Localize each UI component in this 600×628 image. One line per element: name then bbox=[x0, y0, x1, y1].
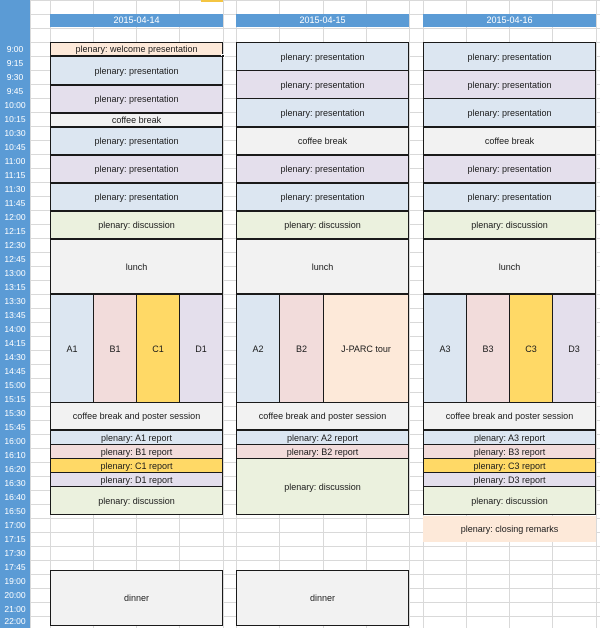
gridline bbox=[409, 0, 410, 628]
session-dinner[interactable]: dinner bbox=[50, 570, 223, 626]
session-coffee-break[interactable]: coffee break bbox=[236, 127, 409, 155]
time-label: 13:30 bbox=[4, 296, 26, 306]
session-lunch[interactable]: lunch bbox=[423, 239, 596, 294]
session-discussion[interactable]: plenary: discussion bbox=[423, 486, 596, 515]
time-label: 15:45 bbox=[4, 422, 26, 432]
session-report-c[interactable]: plenary: C1 report bbox=[50, 458, 223, 473]
session-parallel-a[interactable]: A2 bbox=[236, 294, 280, 403]
time-label: 11:30 bbox=[4, 184, 26, 194]
time-label: 15:30 bbox=[4, 408, 26, 418]
session-presentation[interactable]: plenary: presentation bbox=[236, 42, 409, 71]
time-label: 14:30 bbox=[4, 352, 26, 362]
time-label: 12:45 bbox=[4, 254, 26, 264]
time-label: 13:00 bbox=[4, 268, 26, 278]
session-presentation[interactable]: plenary: presentation bbox=[50, 127, 223, 155]
time-label: 9:45 bbox=[6, 86, 24, 96]
time-label: 15:15 bbox=[4, 394, 26, 404]
time-label: 20:00 bbox=[4, 590, 26, 600]
time-label: 10:30 bbox=[4, 128, 26, 138]
session-tour[interactable]: J-PARC tour bbox=[323, 294, 409, 403]
session-presentation[interactable]: plenary: presentation bbox=[236, 183, 409, 211]
time-label: 13:45 bbox=[4, 310, 26, 320]
time-label: 12:15 bbox=[4, 226, 26, 236]
day-header-2: 2015-04-15 bbox=[236, 14, 409, 27]
time-label: 17:45 bbox=[4, 562, 26, 572]
session-parallel-c[interactable]: C3 bbox=[509, 294, 553, 403]
gridline bbox=[0, 0, 600, 1]
time-label: 13:15 bbox=[4, 282, 26, 292]
time-label: 10:00 bbox=[4, 100, 26, 110]
time-label: 16:30 bbox=[4, 478, 26, 488]
time-label: 10:45 bbox=[4, 142, 26, 152]
gridline bbox=[596, 0, 597, 628]
time-column bbox=[0, 0, 30, 628]
time-label: 12:00 bbox=[4, 212, 26, 222]
session-presentation[interactable]: plenary: presentation bbox=[50, 85, 223, 113]
session-presentation[interactable]: plenary: presentation bbox=[423, 98, 596, 127]
time-label: 19:00 bbox=[4, 576, 26, 586]
session-discussion[interactable]: plenary: discussion bbox=[50, 211, 223, 239]
time-label: 9:00 bbox=[6, 44, 24, 54]
session-lunch[interactable]: lunch bbox=[236, 239, 409, 294]
column-selection-marker bbox=[201, 0, 223, 2]
time-label: 10:15 bbox=[4, 114, 26, 124]
session-parallel-d[interactable]: D1 bbox=[179, 294, 223, 403]
time-label: 11:00 bbox=[4, 156, 26, 166]
session-presentation[interactable]: plenary: presentation bbox=[50, 155, 223, 183]
time-label: 15:00 bbox=[4, 380, 26, 390]
session-poster[interactable]: coffee break and poster session bbox=[236, 402, 409, 430]
session-report-a[interactable]: plenary: A1 report bbox=[50, 430, 223, 445]
time-label: 16:10 bbox=[4, 450, 26, 460]
session-report-d[interactable]: plenary: D1 report bbox=[50, 472, 223, 487]
session-dinner[interactable]: dinner bbox=[236, 570, 409, 626]
time-label: 11:45 bbox=[4, 198, 26, 208]
time-label: 17:00 bbox=[4, 520, 26, 530]
day-header-3: 2015-04-16 bbox=[423, 14, 596, 27]
time-label: 16:40 bbox=[4, 492, 26, 502]
session-report-b[interactable]: plenary: B2 report bbox=[236, 444, 409, 459]
session-parallel-b[interactable]: B2 bbox=[279, 294, 324, 403]
session-coffee-break[interactable]: coffee break bbox=[50, 113, 223, 127]
session-discussion[interactable]: plenary: discussion bbox=[236, 211, 409, 239]
time-label: 12:30 bbox=[4, 240, 26, 250]
session-presentation[interactable]: plenary: presentation bbox=[50, 56, 223, 85]
time-label: 9:30 bbox=[6, 72, 24, 82]
session-parallel-a[interactable]: A1 bbox=[50, 294, 94, 403]
time-label: 14:45 bbox=[4, 366, 26, 376]
session-parallel-a[interactable]: A3 bbox=[423, 294, 467, 403]
gridline bbox=[0, 546, 600, 547]
session-parallel-d[interactable]: D3 bbox=[552, 294, 596, 403]
gridline bbox=[30, 0, 31, 628]
session-report-a[interactable]: plenary: A2 report bbox=[236, 430, 409, 445]
time-label: 9:15 bbox=[6, 58, 24, 68]
session-welcome[interactable]: plenary: welcome presentation bbox=[50, 42, 223, 56]
gridline bbox=[0, 28, 600, 29]
session-presentation[interactable]: plenary: presentation bbox=[50, 183, 223, 211]
time-label: 14:15 bbox=[4, 338, 26, 348]
session-presentation[interactable]: plenary: presentation bbox=[236, 98, 409, 127]
time-label: 17:15 bbox=[4, 534, 26, 544]
session-discussion[interactable]: plenary: discussion bbox=[236, 458, 409, 515]
session-poster[interactable]: coffee break and poster session bbox=[50, 402, 223, 430]
time-label: 16:20 bbox=[4, 464, 26, 474]
session-poster[interactable]: coffee break and poster session bbox=[423, 402, 596, 430]
session-presentation[interactable]: plenary: presentation bbox=[423, 70, 596, 99]
session-discussion[interactable]: plenary: discussion bbox=[50, 486, 223, 515]
session-report-b[interactable]: plenary: B3 report bbox=[423, 444, 596, 459]
session-report-b[interactable]: plenary: B1 report bbox=[50, 444, 223, 459]
session-report-c[interactable]: plenary: C3 report bbox=[423, 458, 596, 473]
gridline bbox=[223, 0, 224, 628]
session-discussion[interactable]: plenary: discussion bbox=[423, 211, 596, 239]
session-presentation[interactable]: plenary: presentation bbox=[423, 42, 596, 71]
time-label: 14:00 bbox=[4, 324, 26, 334]
session-coffee-break[interactable]: coffee break bbox=[423, 127, 596, 155]
time-label: 21:00 bbox=[4, 604, 26, 614]
session-report-a[interactable]: plenary: A3 report bbox=[423, 430, 596, 445]
day-header-1: 2015-04-14 bbox=[50, 14, 223, 27]
time-label: 22:00 bbox=[4, 616, 26, 626]
time-label: 11:15 bbox=[4, 170, 26, 180]
time-label: 17:30 bbox=[4, 548, 26, 558]
time-label: 16:00 bbox=[4, 436, 26, 446]
session-presentation[interactable]: plenary: presentation bbox=[236, 155, 409, 183]
time-label: 16:50 bbox=[4, 506, 26, 516]
session-presentation[interactable]: plenary: presentation bbox=[423, 183, 596, 211]
gridline bbox=[0, 560, 600, 561]
session-presentation[interactable]: plenary: presentation bbox=[423, 155, 596, 183]
session-report-d[interactable]: plenary: D3 report bbox=[423, 472, 596, 487]
session-parallel-c[interactable]: C1 bbox=[136, 294, 180, 403]
session-presentation[interactable]: plenary: presentation bbox=[236, 70, 409, 99]
session-parallel-b[interactable]: B1 bbox=[93, 294, 137, 403]
session-lunch[interactable]: lunch bbox=[50, 239, 223, 294]
session-parallel-b[interactable]: B3 bbox=[466, 294, 510, 403]
session-closing[interactable]: plenary: closing remarks bbox=[423, 516, 596, 542]
